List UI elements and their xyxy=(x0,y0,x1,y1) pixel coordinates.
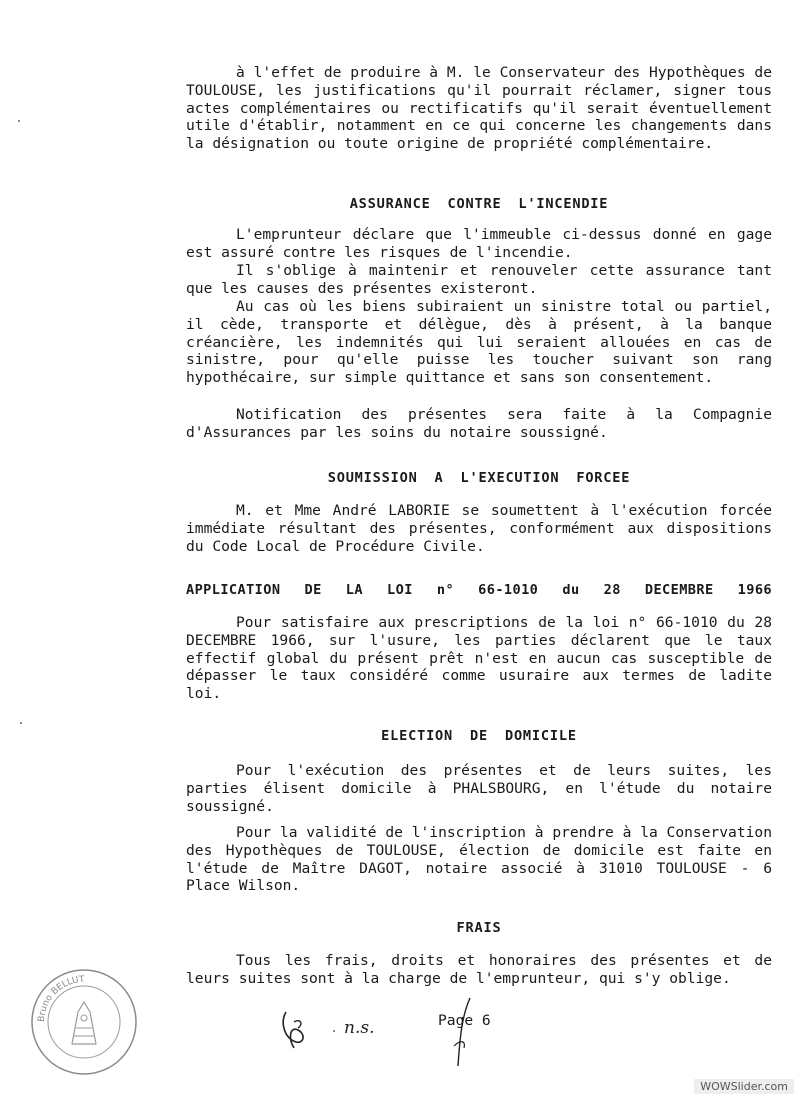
paragraph-assurance-3: Au cas où les biens subiraient un sinistre total ou partiel, il cède, transporte et délègue, dès à présent, à la banque créancière, les indemnités qui lui seraient allouées en cas de sinistre, pour qu'elle puisse les toucher suivant son rang hypothécaire, sur simple quittance et sans son consentement. xyxy=(186,298,772,387)
paragraph-notification: Notification des présentes sera faite à la Compagnie d'Assurances par les soins du notaire soussigné. xyxy=(186,406,772,441)
heading-frais: FRAIS xyxy=(456,920,502,936)
heading-application-loi: APPLICATION DE LA LOI n° 66-1010 du 28 DECEMBRE 1966 xyxy=(186,582,772,598)
scan-speck xyxy=(20,722,22,724)
heading-soumission: SOUMISSION A L'EXECUTION FORCEE xyxy=(327,470,631,486)
heading-election: ELECTION DE DOMICILE xyxy=(381,728,577,744)
page-number: Page 6 xyxy=(438,1012,491,1029)
watermark-label: WOWSlider.com xyxy=(694,1079,794,1094)
paragraph-election-2: Pour la validité de l'inscription à prendre à la Conservation des Hypothèques de TOULOUSE, élection de domicile est faite en l'étude de Maître DAGOT, notaire associé à 31010 TOULOUSE - 6 Place Wilson. xyxy=(186,824,772,895)
scan-speck xyxy=(18,120,20,122)
stamp-text: Bruno BELLUT xyxy=(36,974,85,1023)
signature-dot xyxy=(333,1030,335,1032)
paragraph-assurance-2: Il s'oblige à maintenir et renouveler cette assurance tant que les causes des présentes existeront. xyxy=(186,262,772,297)
paragraph-frais: Tous les frais, droits et honoraires des présentes et de leurs suites sont à la charge de l'emprunteur, qui s'y oblige. xyxy=(186,952,772,987)
paraph-stroke xyxy=(448,996,478,1070)
paragraph-soumission: M. et Mme André LABORIE se soumettent à l'exécution forcée immédiate résultant des présentes, conformément aux dispositions du Code Local de Procédure Civile. xyxy=(186,502,772,555)
notary-stamp xyxy=(28,966,140,1078)
paragraph-election-1: Pour l'exécution des présentes et de leurs suites, les parties élisent domicile à PHALSBOURG, en l'étude du notaire soussigné. xyxy=(186,762,772,815)
signature-mark xyxy=(276,1004,326,1054)
paragraph-assurance-1: L'emprunteur déclare que l'immeuble ci-dessus donné en gage est assuré contre les risques de l'incendie. xyxy=(186,226,772,261)
paragraph-conservateur: à l'effet de produire à M. le Conservateur des Hypothèques de TOULOUSE, les justifications qu'il pourrait réclamer, signer tous actes complémentaires ou rectificatifs qu'il serait éventuellement utile d'établir, notamment en ce qui concerne les changements dans la désignation ou toute origine de propriété complémentaire. xyxy=(186,64,772,153)
initials-handwritten: n.s. xyxy=(344,1018,375,1038)
heading-assurance: ASSURANCE CONTRE L'INCENDIE xyxy=(349,196,609,212)
paragraph-usure: Pour satisfaire aux prescriptions de la loi n° 66-1010 du 28 DECEMBRE 1966, sur l'usure, les parties déclarent que le taux effectif global du présent prêt n'est en aucun cas susceptible de dépasser le taux considéré comme usuraire aux termes de ladite loi. xyxy=(186,614,772,703)
